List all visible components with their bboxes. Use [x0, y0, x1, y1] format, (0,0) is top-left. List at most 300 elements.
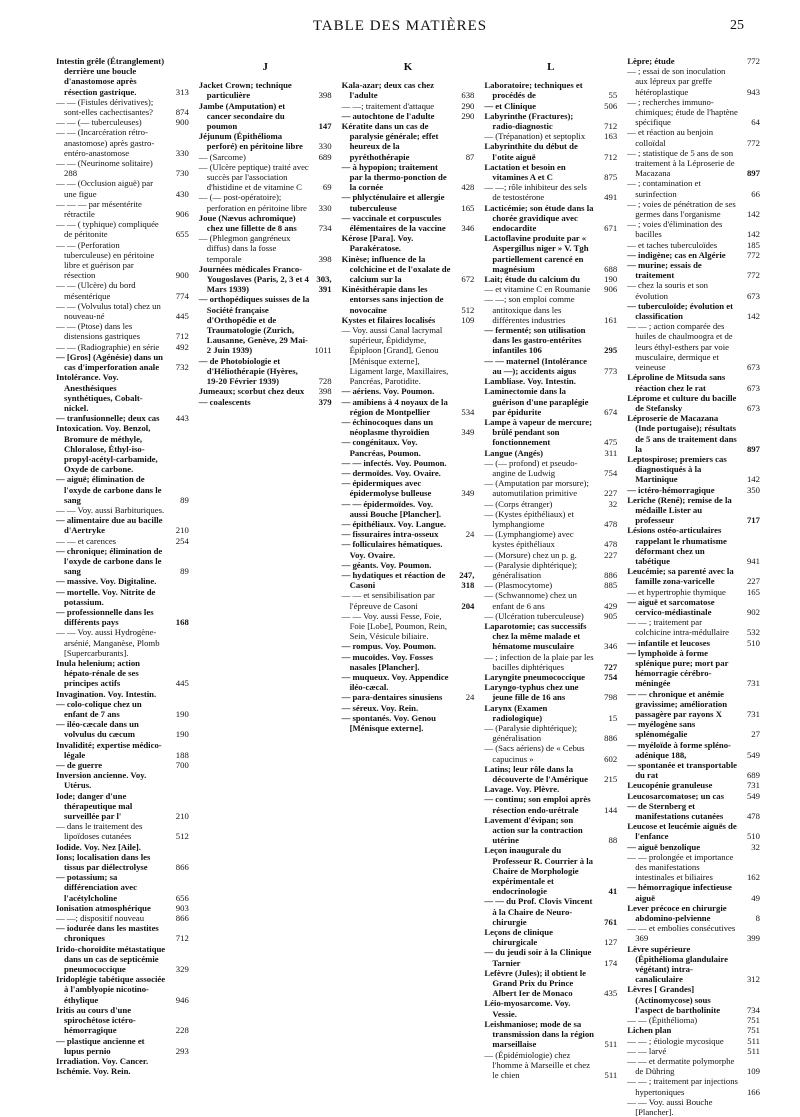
index-entry [56, 913, 189, 923]
index-entry [484, 386, 617, 417]
entry-text: Kérose [Para]. Voy. Parakératose. [341, 233, 414, 254]
index-entry [484, 947, 617, 967]
entry-page: 774 [175, 290, 189, 301]
entry-text: — tranfusionnelle; deux cas [56, 413, 160, 424]
index-entry [342, 192, 475, 212]
index-entry [484, 274, 617, 284]
index-entry [627, 587, 760, 597]
index-entry [56, 352, 189, 372]
entry-text: Latins; leur rôle dans la découverte de l'Amérique [484, 763, 588, 785]
entry-text: — (Amputation par morsure); automutilation primitive [484, 478, 589, 499]
entry-page: 491 [604, 192, 618, 203]
entry-page: 165 [461, 202, 475, 213]
entry-page: 673 [746, 402, 760, 413]
index-entry [56, 944, 189, 975]
index-entry [56, 321, 189, 341]
entry-page: 127 [604, 937, 618, 948]
entry-page: 671 [604, 223, 618, 234]
entry-page: 66 [751, 188, 760, 199]
index-entry [627, 148, 760, 179]
entry-text: — à hypopion; traitement par la thermo-ponction de la cornée [341, 161, 447, 193]
entry-text: Lésions ostéo-articulaires rappelant le rhumatisme déformant chez un tabétique [627, 525, 727, 566]
index-entry [627, 1015, 760, 1025]
entry-text: Léio-myosarcome. Voy. Vessie. [484, 998, 571, 1019]
entry-page: 906 [604, 284, 618, 295]
index-entry [342, 529, 475, 539]
entry-text: — — prolongée et importance des manifestations intestinales et biliaires [627, 851, 734, 883]
entry-page: 311 [604, 447, 618, 458]
entry-page: 204 [461, 600, 475, 611]
entry-text: Invagination. Voy. Intestin. [56, 688, 157, 699]
entry-page: 885 [604, 580, 618, 591]
index-column [56, 56, 189, 1076]
index-entry [484, 1019, 617, 1050]
entry-text: — infantile et leucoses [627, 637, 710, 648]
index-entry [484, 499, 617, 509]
index-entry [199, 233, 332, 264]
entry-text: Intoxication. Voy. Benzol, Bromure de méthyle, Chloralose, Éthyl-iso-propyl-acétyl-carbamide, Oxyde de carbone. [56, 423, 158, 475]
entry-text: Inversion ancienne. Voy. Utérus. [56, 770, 147, 791]
entry-page: 656 [175, 892, 189, 903]
entry-text: — ; essai de son inoculation aux lépreux par greffe hétéroplastique [627, 66, 726, 97]
entry-text: Lèvres [ Grandes] (Actinomycose) sous l'aspect de bartholinite [627, 984, 721, 1015]
entry-text: — phlycténulaire et allergie tuberculeuse [341, 192, 445, 213]
entry-page: 399 [746, 933, 760, 944]
entry-page: 55 [608, 90, 618, 101]
entry-text: — — larvé [627, 1045, 667, 1056]
index-entry [199, 162, 332, 193]
entry-text: Irradiation. Voy. Cancer. [56, 1055, 149, 1066]
index-entry [56, 240, 189, 281]
entry-text: Léproline de Mitsuda sans réaction chez le rat [627, 372, 726, 393]
entry-text: — massive. Voy. Digitaline. [56, 576, 157, 587]
index-entry [342, 162, 475, 193]
index-entry [627, 821, 760, 841]
index-entry [199, 80, 332, 100]
index-column [199, 56, 332, 1076]
index-entry [484, 529, 617, 549]
entry-text: — indigène; cas en Algérie [627, 249, 726, 260]
entry-page: 32 [608, 498, 618, 509]
entry-page: 87 [465, 151, 475, 162]
index-column [342, 56, 475, 1076]
entry-page: 728 [318, 376, 332, 387]
entry-text: — et hypertrophie thymique [627, 586, 726, 597]
index-entry [199, 386, 332, 396]
index-entry [342, 703, 475, 713]
entry-text: — —; rôle inhibiteur des sels de testostérone [484, 182, 587, 203]
entry-text: — (Lymphangiome) avec kystes épithéliaux [484, 529, 574, 550]
entry-text: — de Photobiologie et d'Héliothérapie (Hyères, 19-20 Février 1939) [198, 355, 298, 387]
entry-text: — (Sacs aériens) de « Cebus capucinus » [484, 743, 585, 764]
entry-text: — (Sarcome) [198, 151, 246, 162]
index-entry [627, 842, 760, 852]
entry-page: 673 [746, 382, 760, 393]
entry-text: — —; son emploi comme antitoxique dans les différentes industries [484, 294, 575, 325]
entry-page: 866 [175, 913, 189, 924]
entry-text: — — et dermatite polymorphe de Dühring [627, 1055, 735, 1077]
index-entry [484, 672, 617, 682]
index-entry [627, 1097, 760, 1117]
index-entry [342, 417, 475, 437]
index-entry [484, 652, 617, 672]
index-entry [199, 264, 332, 295]
entry-page: 435 [604, 988, 618, 999]
entry-text: — — (— tuberculeuses) [56, 117, 142, 128]
entry-text: — et vitamine C en Roumanie [484, 284, 591, 295]
entry-text: — (— profond) et pseudo-angine de Ludwig [484, 457, 578, 478]
index-entry [484, 703, 617, 723]
index-entry [627, 1025, 760, 1035]
index-entry [484, 621, 617, 652]
index-entry [56, 923, 189, 943]
entry-text: Lampe à vapeur de mercure; brûlé pendant son fonctionnement [484, 416, 593, 448]
entry-page: 712 [175, 331, 189, 342]
entry-page: 429 [604, 600, 618, 611]
index-entry [627, 882, 760, 902]
entry-text: — aiguë; élimination de l'oxyde de carbone dans le sang [56, 474, 162, 505]
entry-page: 941 [746, 555, 760, 566]
entry-page: 430 [175, 188, 189, 199]
index-entry [484, 845, 617, 896]
entry-page: 174 [604, 957, 618, 968]
index-entry [342, 692, 475, 702]
entry-page: 754 [604, 671, 618, 682]
entry-text: — (Phlegmon gangréneux diffus) dans la fosse temporale [198, 233, 291, 264]
index-column [484, 56, 618, 1080]
entry-text: — échinocoques dans un néoplasme thyroïdien [341, 416, 434, 438]
index-entry [484, 1050, 617, 1081]
index-entry [627, 393, 760, 413]
entry-text: — spontanée et transportable du rat [627, 760, 737, 781]
index-entry [342, 590, 475, 610]
index-entry [56, 546, 189, 577]
entry-page: 295 [604, 345, 618, 356]
entry-page: 1011 [314, 345, 332, 356]
entry-page: 475 [604, 437, 618, 448]
entry-text: Laboratoire; techniques et procédés de [484, 80, 583, 101]
index-entry [56, 627, 189, 658]
index-entry [484, 448, 617, 458]
entry-page: 478 [746, 811, 760, 822]
entry-page: 734 [746, 1004, 760, 1015]
index-entry [56, 219, 189, 239]
entry-page: 227 [746, 576, 760, 587]
entry-text: Labyrinthe (Fractures); radio-diagnostic [484, 110, 574, 132]
index-entry [627, 1036, 760, 1046]
entry-text: — orthopédiques suisses de la Société française d'Orthopédie et de Traumatologie (Zurich, Lausanne, Genève, 29 Mai-2 Juin 1939) [198, 294, 310, 356]
entry-text: — ; voies de pénétration de ses germes dans l'organisme [627, 198, 736, 220]
entry-text: Lichen plan [627, 1025, 672, 1036]
index-entry [342, 611, 475, 642]
entry-text: — géants. Voy. Poumon. [341, 559, 432, 570]
entry-page: 190 [175, 729, 189, 740]
entry-text: — (Kystes épithéliaux) et lymphangiome [484, 508, 574, 529]
entry-page: 772 [746, 56, 760, 66]
entry-page: 41 [608, 886, 618, 897]
index-entry [484, 580, 617, 590]
index-entry [56, 689, 189, 699]
entry-page: 478 [604, 518, 618, 529]
entry-text: — ; infection de la plaie par les bacilles diphtériques [484, 651, 594, 672]
index-entry [484, 590, 617, 610]
entry-text: Ionisation atmosphérique [56, 902, 151, 913]
entry-text: Iridoplégie tabétique associée à l'amblyopie nicotino-éthylique [56, 974, 166, 1005]
index-entry [627, 760, 760, 780]
index-entry [627, 372, 760, 392]
index-entry [342, 101, 475, 111]
entry-page: 512 [175, 831, 189, 842]
index-entry [56, 719, 189, 739]
entry-page: 689 [318, 151, 332, 162]
entry-text: — dermoïdes. Voy. Ovaire. [341, 467, 441, 478]
entry-text: Lactoflavine produite par « Aspergillus niger » V. Tgh partiellement carencé en magnésium [484, 233, 589, 274]
entry-page: 247, 318 [459, 569, 475, 591]
entry-text: Lever précoce en chirurgie abdomino-pelvienne [627, 902, 727, 924]
entry-page: 751 [746, 1015, 760, 1026]
entry-text: — aiguë et sarcomatose cervico-médiastinale [627, 596, 715, 617]
entry-page: 673 [746, 290, 760, 301]
entry-text: Leptospirose; premiers cas diagnostiqués à la Martinique [627, 453, 727, 485]
index-entry [627, 321, 760, 372]
entry-text: — — — par mésentérite rétractile [56, 198, 142, 220]
index-entry [56, 658, 189, 689]
index-entry [484, 998, 617, 1018]
entry-page: 511 [604, 1039, 618, 1050]
index-entry [627, 638, 760, 648]
entry-text: — hémorragique infectieuse aiguë [627, 882, 732, 903]
entry-text: Laryngite pneumococcique [484, 671, 586, 682]
entry-page: 227 [604, 549, 618, 560]
entry-text: Ischémie. Voy. Rein. [56, 1066, 131, 1077]
index-entry [484, 509, 617, 529]
entry-text: — — (Incarcération rétro-anastomose) après gastro-entéro-anastomose [56, 127, 155, 158]
entry-page: 506 [604, 100, 618, 111]
section-letter: J [262, 61, 268, 73]
index-entry [627, 740, 760, 760]
entry-text: — — Voy. aussi Bouche [Plancher]. [627, 1096, 713, 1117]
entry-text: Kystes et filaires localisés [341, 314, 436, 325]
entry-text: — congénitaux. Voy. Pancréas, Poumon. [341, 437, 421, 458]
entry-page: 751 [746, 1025, 760, 1036]
index-columns [56, 56, 760, 1117]
index-entry [342, 386, 475, 396]
index-entry [199, 294, 332, 355]
index-entry [627, 689, 760, 720]
index-entry [627, 454, 760, 485]
index-entry [484, 764, 617, 784]
index-entry [627, 413, 760, 454]
entry-text: Leriche (René); remise de la médaille Lister au professeur [627, 494, 732, 526]
index-entry [627, 923, 760, 943]
entry-text: Kinésithérapie dans les entorses sans injection de novocaïne [341, 284, 444, 315]
index-entry [484, 611, 617, 621]
entry-page: 943 [746, 86, 760, 97]
entry-page: 886 [604, 733, 618, 744]
entry-text: — plastique ancienne et lupus pernio [56, 1035, 145, 1056]
index-entry [56, 576, 189, 586]
entry-text: — — (Fistules dérivatives); sont-elles cachectisantes? [56, 96, 154, 118]
entry-page: 712 [604, 121, 618, 132]
index-entry [56, 301, 189, 321]
index-entry [484, 417, 617, 448]
entry-page: 227 [604, 488, 618, 499]
entry-text: Leucosarcomatose; un cas [627, 790, 725, 801]
entry-text: — — Voy. aussi Barbituriques. [56, 504, 165, 515]
entry-text: Lactation et besoin en vitamines A et C [484, 161, 566, 183]
index-entry [484, 784, 617, 794]
index-entry [342, 570, 475, 590]
entry-text: — — (Épithélioma) [627, 1015, 698, 1026]
entry-page: 165 [746, 586, 760, 597]
index-entry [627, 801, 760, 821]
index-entry [484, 162, 617, 182]
entry-text: — — Voy. aussi Fesse, Foie, Foie [Lobe], Poumon, Rein, Sein, Vésicule biliaire. [341, 610, 448, 642]
entry-text: Leucopénie granuleuse [627, 780, 713, 791]
entry-text: Leçons de clinique chirurgicale [484, 927, 553, 948]
entry-page: 228 [175, 1025, 189, 1036]
entry-text: — de Sternberg et manifestations cutanées [627, 800, 724, 822]
entry-page: 549 [746, 749, 760, 760]
entry-text: — — et sensibilisation par l'épreuve de Casoni [341, 590, 435, 611]
index-entry [484, 927, 617, 947]
entry-page: 147 [318, 121, 332, 132]
entry-text: — potassium; sa différenciation avec l'acétylcholine [56, 872, 137, 903]
index-entry [484, 550, 617, 560]
entry-page: 144 [604, 804, 618, 815]
entry-page: 761 [604, 916, 618, 927]
entry-text: — et réaction au benjoin colloïdal [627, 127, 714, 148]
index-entry [342, 397, 475, 417]
entry-page: 874 [175, 107, 189, 118]
entry-page: 142 [746, 229, 760, 240]
entry-page: 445 [175, 311, 189, 322]
entry-page: 903 [175, 902, 189, 913]
index-entry [342, 539, 475, 559]
index-entry [56, 97, 189, 117]
index-entry [484, 794, 617, 814]
entry-text: Lèpre; étude [627, 56, 675, 66]
entry-text: — myélogène sans splénomégalie [627, 719, 696, 740]
entry-page: 290 [461, 100, 475, 111]
entry-text: — ictéro-hémorragique [627, 484, 715, 495]
entry-text: — hydatiques et réaction de Casoni [341, 569, 446, 591]
entry-text: — chez la souris et son évolution [627, 280, 709, 301]
entry-page: 142 [746, 474, 760, 485]
index-entry [484, 111, 617, 131]
index-entry [56, 178, 189, 198]
entry-text: Jambe (Amputation) et cancer secondaire du poumon [198, 100, 286, 132]
index-entry [484, 182, 617, 202]
entry-page: 190 [604, 274, 618, 285]
entry-page: 349 [461, 427, 475, 438]
entry-text: Laryngo-typhus chez une jeune fille de 16 ans [484, 682, 579, 703]
entry-page: 700 [175, 760, 189, 771]
index-entry [342, 519, 475, 529]
index-entry [342, 325, 475, 386]
index-entry [56, 536, 189, 546]
index-entry [627, 780, 760, 790]
entry-page: 398 [318, 90, 332, 101]
entry-text: — iléo-cæcale dans un volvulus du cæcum [56, 719, 139, 740]
entry-page: 727 [604, 661, 618, 672]
entry-text: — muqueux. Voy. Appendice iléo-cæcal. [341, 671, 449, 693]
entry-text: — aiguë benzolique [627, 841, 701, 852]
index-entry [56, 791, 189, 822]
entry-text: — para-dentaires sinusiens [341, 692, 443, 703]
entry-page: 492 [175, 341, 189, 352]
entry-text: — dans le traitement des lipoïdoses cutanées [56, 821, 143, 842]
index-entry [56, 158, 189, 178]
entry-text: — vaccinale et corpuscules élémentaires de la vaccine [341, 212, 446, 234]
entry-page: 511 [747, 1045, 760, 1056]
entry-text: Lacticémie; son étude dans la chorée gravidique avec endocardite [484, 202, 594, 234]
entry-text: — — ; traitement par injections hypertoniques [627, 1076, 738, 1097]
entry-page: 210 [175, 525, 189, 536]
entry-text: Kala-azar; deux cas chez l'adulte [341, 80, 434, 101]
entry-text: Intolérance. Voy. Anesthésiques synthétiques, Cobalt-nickel. [56, 372, 143, 413]
entry-page: 69 [322, 182, 332, 193]
index-entry [484, 376, 617, 386]
index-entry [342, 437, 475, 457]
entry-page: 906 [175, 209, 189, 220]
entry-page: 24 [465, 692, 475, 703]
index-entry [484, 743, 617, 763]
index-entry [199, 397, 332, 407]
entry-text: — du jeudi soir à la Clinique Tarnier [484, 947, 592, 968]
index-entry [484, 896, 617, 927]
index-entry [627, 648, 760, 689]
index-entry [342, 560, 475, 570]
entry-text: Ions; localisation dans les tissus par diélectrolyse [56, 851, 151, 873]
entry-page: 730 [175, 168, 189, 179]
index-entry [199, 101, 332, 132]
entry-page: 798 [604, 692, 618, 703]
index-entry [56, 821, 189, 841]
entry-text: — et taches tuberculoïdes [627, 239, 718, 250]
entry-page: 350 [746, 484, 760, 495]
index-entry [56, 56, 189, 97]
entry-text: Joue (Nævus achromique) chez une fillette de 8 ans [198, 212, 297, 234]
index-entry [199, 356, 332, 387]
index-entry [484, 968, 617, 999]
entry-text: Intestin grêle (Étranglement) derrière une boucle d'anastomose après résection gastrique. [56, 56, 165, 97]
index-entry [627, 66, 760, 97]
index-entry [627, 219, 760, 239]
index-entry [56, 372, 189, 413]
index-entry [484, 80, 617, 100]
page-header [56, 18, 744, 40]
index-entry [627, 199, 760, 219]
index-entry [484, 458, 617, 478]
index-entry [627, 485, 760, 495]
entry-text: Langue (Angés) [484, 447, 544, 458]
entry-page: 655 [175, 229, 189, 240]
entry-text: — amibiens à 4 noyaux de la région de Montpellier [341, 396, 448, 417]
entry-text: — fissuraires intra-osseux [341, 529, 439, 540]
entry-text: — folliculaires hématiques. Voy. Ovaire. [341, 539, 443, 560]
entry-page: 638 [461, 90, 475, 101]
entry-page: 905 [604, 610, 618, 621]
index-entry [199, 131, 332, 151]
entry-page: 897 [746, 443, 760, 454]
entry-text: — mucoïdes. Voy. Fosses nasales [Plancher]. [341, 651, 434, 672]
entry-text: — — (Volvulus total) chez un nouveau-né [56, 300, 161, 322]
entry-page: 32 [751, 841, 760, 852]
index-entry [342, 121, 475, 162]
index-entry [56, 699, 189, 719]
entry-page: 772 [746, 270, 760, 281]
